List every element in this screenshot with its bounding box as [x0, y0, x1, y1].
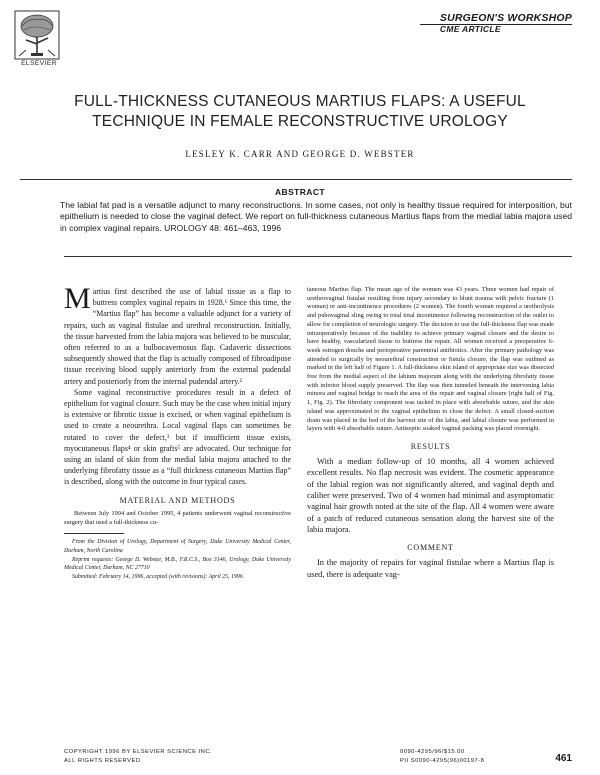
elsevier-tree-logo	[14, 10, 60, 60]
copyright-line-2: ALL RIGHTS RESERVED	[64, 757, 141, 764]
copyright	[64, 748, 212, 765]
methods-heading: MATERIAL AND METHODS	[119, 495, 236, 505]
intro-paragraph-1	[64, 282, 291, 387]
methods-text: Between July 1994 and October 1995, 4 patients underwent vaginal reconstructive surgery that used a full-thickness cu-	[64, 509, 291, 526]
article-authors: LESLEY K. CARR AND GEORGE D. WEBSTER	[185, 149, 415, 159]
comment-text: In the majority of repairs for vaginal fistulae where a Martius flap is used, there is adequate vag-	[307, 558, 554, 579]
title-line-1: FULL-THICKNESS CUTANEOUS MARTIUS FLAPS: A USEFUL	[74, 93, 526, 110]
intro-paragraph-2: Some vaginal reconstructive procedures result in a defect of epithelium for vaginal closure. Such may be the case when initial injury is extensive or fibrotic tissue is excised, or when vaginal epithelium is used to create a neourethra. Local vaginal flaps can sometimes be rotated to cover the defect,³ but if insufficient tissue exists, myocutaneous flaps⁴ or skin grafts⁵ are advocated. Our technique for using an island of skin from the medial labia majora attached to the underlying fibrofatty tissue as a “full thickness cutaneous Martius flap” is described, along with the outcome in four typical cases.	[64, 387, 292, 487]
footnote-rule	[64, 533, 124, 534]
copyright-line-1: COPYRIGHT 1996 BY ELSEVIER SCIENCE INC.	[64, 749, 213, 755]
article-title	[40, 92, 560, 132]
abstract-text: The labial fat pad is a versatile adjunct to many reconstructions. In some cases, not only is healthy tissue required for interposition, but epithelium is needed to close the vaginal defect. We report on full-thickness cutaneous Martius flaps from the medial labia majora used in complex vaginal repairs. UROLOGY 48: 461–463, 1996	[60, 200, 572, 233]
pii: PII S0090-4295(96)00197-8	[400, 757, 485, 764]
title-line-2: TECHNIQUE IN FEMALE RECONSTRUCTIVE UROLOGY	[92, 113, 508, 130]
comment-heading: COMMENT	[407, 543, 454, 553]
abstract-heading: ABSTRACT	[275, 187, 325, 197]
section-label: SURGEON'S WORKSHOP	[439, 12, 572, 24]
publisher-name: ELSEVIER	[21, 60, 57, 67]
column-left	[64, 282, 292, 581]
column-right	[307, 286, 554, 580]
divider-bottom	[64, 256, 572, 257]
drop-cap: M	[64, 282, 91, 315]
methods-continued: taneous Martius flap. The mean age of the women was 43 years. Three women had repair of urethrovaginal fistulae resulting from injury secondary to blunt trauma with pelvic fracture (1 woman) or anti-incontinence procedures (2 women). The fourth woman required a urethrolysis and pubovaginal sling owing to total total incontinence following reconstruction of the outlet to allow for completion of neurologic surgery. The decision to use the full-thickness flap was made intraoperatively because of the inability to achieve primary vaginal closure and the desire to have healthy, vascularized tissue to buttress the repair. All women received a preoperative 6-week estrogen douche and perioperative parenteral antibiotics. After the primary pathology was attended to surgically by neourethral construction or fistula closure, the flap was outlined as marked in the left half of Figure 1. A full-thickness skin island of appropriate size was dissected free from the medial aspect of the labium majorum along with the underlying fibrofatty tissue with inferior blood supply preserved. The flap was then tunneled beneath the intervening labia minora and vaginal bridge to reach the area of the repair and vaginal closure (right half of Fig. 1, Fig. 2). The fibrofatty component was tacked in place with absorbable suture, and the skin island was approximated to the vaginal epithelium to close the defect. A small closed-suction drain was placed in the bed of the harvest site of the labia, and labial closure was performed in layers with 4-0 absorbable suture. Antiseptic soaked vaginal packing was placed overnight.	[307, 286, 554, 433]
intro-text-1: artius first described the use of labial tissue as a flap to buttress complex vaginal repairs in 1928.¹ Since this time, the “Martius flap” has become a valuable adjunct for a variety of repairs, such as vaginal fistulae and urethral reconstruction. Initially, the tissue harvested from the labia majora was believed to be muscular, often referred to as a bulbocavernosus flap. Cadaveric dissections subsequently showed that the flap is actually composed of fibroadipose tissue receiving blood supply anteriorly from the external pudendal artery and posteriorly from the internal pudendal artery.²	[64, 287, 291, 386]
issn: 0090-4295/96/$15.00	[400, 749, 465, 755]
results-heading: RESULTS	[410, 441, 451, 451]
identifiers	[400, 748, 484, 765]
results-text: With a median follow-up of 10 months, all 4 women achieved excellent results. No flap necrosis was evident. The cosmetic appearance of the labial region was not significantly altered, and vaginal depth and caliber were preserved. Two of 4 women had minimal and asymptomatic vaginal hair growth noted at the site of the flap. All 4 women were aware of a patch of reduced cutaneous sensation along the harvest site of the labia majora.	[307, 457, 554, 534]
divider-top	[20, 179, 572, 180]
footnote-reprint: Reprint requests: George D. Webster, M.B., F.R.C.S., Box 3146, Urology, Duke University Medical Center, Durham, NC 27710	[64, 556, 291, 572]
footnote-submitted: Submitted: February 14, 1996, accepted (with revisions): April 25, 1996	[72, 573, 243, 580]
footnotes	[64, 538, 291, 581]
section-header	[440, 12, 572, 34]
footnote-affiliation: From the Division of Urology, Department of Surgery, Duke University Medical Center, Durham, North Carolina	[64, 539, 291, 555]
subsection-label: CME ARTICLE	[439, 24, 501, 34]
page-number: 461	[555, 753, 572, 764]
